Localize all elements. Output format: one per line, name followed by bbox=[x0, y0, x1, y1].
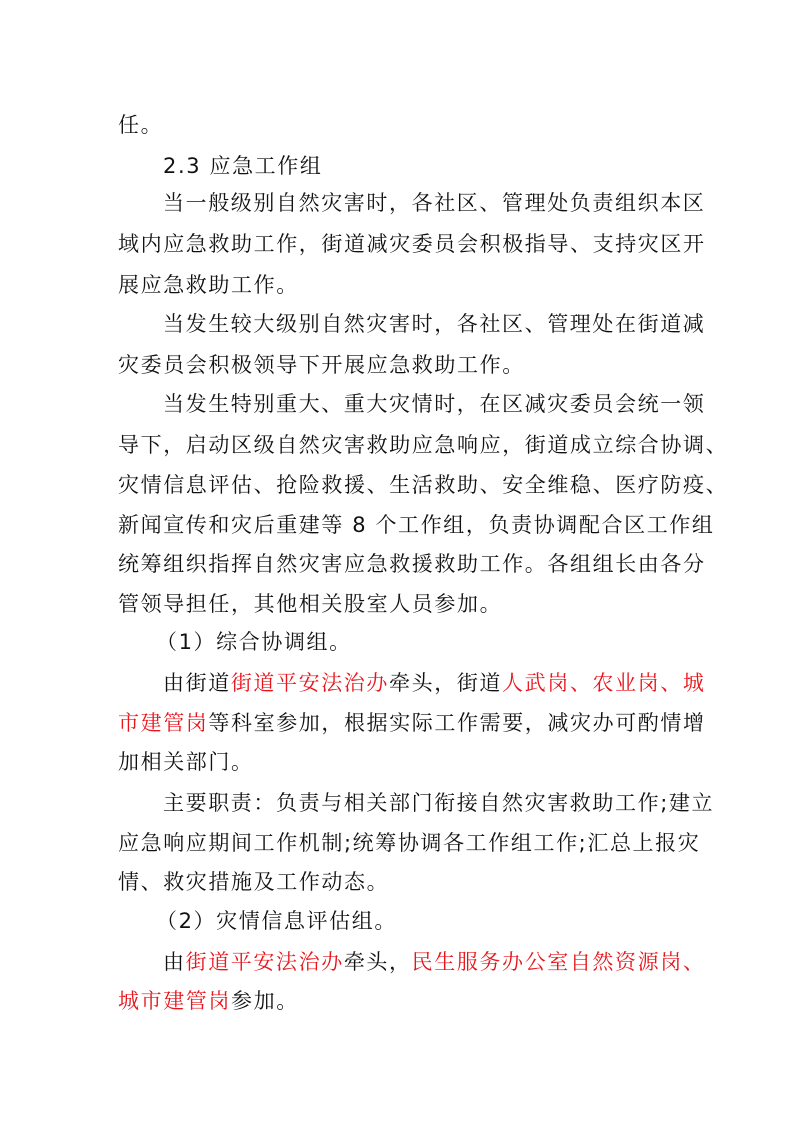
text-segment: 当发生较大级别自然灾害时，各社区、管理处在街道减 bbox=[163, 312, 706, 336]
text-segment: 牵头，街道 bbox=[389, 671, 503, 695]
text-line bbox=[118, 350, 525, 380]
highlighted-text: 民生服务办公室自然资源岗、 bbox=[411, 950, 706, 974]
text-line bbox=[118, 229, 706, 259]
text-segment: 加相关部门。 bbox=[118, 750, 254, 774]
text-segment: 情、救灾措施及工作动态。 bbox=[118, 870, 390, 894]
subsection-heading bbox=[156, 906, 397, 936]
text-line bbox=[163, 947, 705, 977]
text-line bbox=[163, 389, 705, 419]
text-segment: 应急响应期间工作机制;统筹协调各工作组工作;汇总上报灾 bbox=[118, 831, 701, 855]
highlighted-text: 街道平安法治办 bbox=[230, 671, 390, 695]
text-segment: 主要职责：负责与相关部门衔接自然灾害救助工作;建立 bbox=[163, 791, 715, 815]
text-segment: 牵头， bbox=[343, 950, 412, 974]
text-segment: （1）综合协调组。 bbox=[156, 630, 352, 654]
text-segment: 灾情信息评估、抢险救援、生活救助、安全维稳、医疗防疫、 bbox=[118, 473, 729, 497]
text-segment: 导下，启动区级自然灾害救助应急响应，街道成立综合协调、 bbox=[118, 433, 729, 457]
text-line bbox=[118, 828, 700, 858]
text-segment: 统筹组织指挥自然灾害应急救援救助工作。各组组长由各分 bbox=[118, 552, 706, 576]
text-line bbox=[118, 430, 728, 460]
text-line bbox=[163, 668, 705, 698]
text-line bbox=[118, 270, 299, 300]
highlighted-text: 人武岗、农业岗、城 bbox=[502, 671, 706, 695]
text-line bbox=[118, 867, 389, 897]
subsection-heading bbox=[156, 627, 352, 657]
text-line bbox=[118, 510, 715, 540]
text-segment: 当一般级别自然灾害时，各社区、管理处负责组织本区 bbox=[163, 191, 706, 215]
text-line bbox=[118, 747, 254, 777]
highlighted-text: 城市建管岗 bbox=[118, 989, 231, 1013]
text-segment: 管领导担任，其他相关股室人员参加。 bbox=[118, 592, 503, 616]
text-segment: 新闻宣传和灾后重建等 8 个工作组，负责协调配合区工作组 bbox=[118, 513, 715, 537]
text-segment: 当发生特别重大、重大灾情时，在区减灾委员会统一领 bbox=[163, 392, 706, 416]
highlighted-text: 市建管岗 bbox=[118, 711, 209, 735]
text-segment: 2.3 应急工作组 bbox=[163, 154, 323, 178]
text-line bbox=[118, 708, 706, 738]
text-segment: 任。 bbox=[118, 113, 164, 137]
text-line bbox=[118, 589, 502, 619]
text-segment: 域内应急救助工作，街道减灾委员会积极指导、支持灾区开 bbox=[118, 232, 706, 256]
text-line bbox=[118, 470, 728, 500]
text-segment: （2）灾情信息评估组。 bbox=[156, 909, 397, 933]
text-segment: 等科室参加，根据实际工作需要，减灾办可酌情增 bbox=[208, 711, 706, 735]
text-line bbox=[163, 188, 705, 218]
text-segment: 灾委员会积极领导下开展应急救助工作。 bbox=[118, 353, 525, 377]
text-line bbox=[118, 986, 299, 1016]
section-heading bbox=[163, 151, 322, 181]
text-segment: 由 bbox=[163, 950, 186, 974]
text-segment: 由街道 bbox=[163, 671, 231, 695]
text-line bbox=[118, 549, 706, 579]
text-line bbox=[118, 110, 163, 140]
text-segment: 参加。 bbox=[231, 989, 299, 1013]
text-segment: 展应急救助工作。 bbox=[118, 273, 299, 297]
text-line bbox=[163, 788, 714, 818]
highlighted-text: 街道平安法治办 bbox=[185, 950, 344, 974]
text-line bbox=[163, 309, 705, 339]
